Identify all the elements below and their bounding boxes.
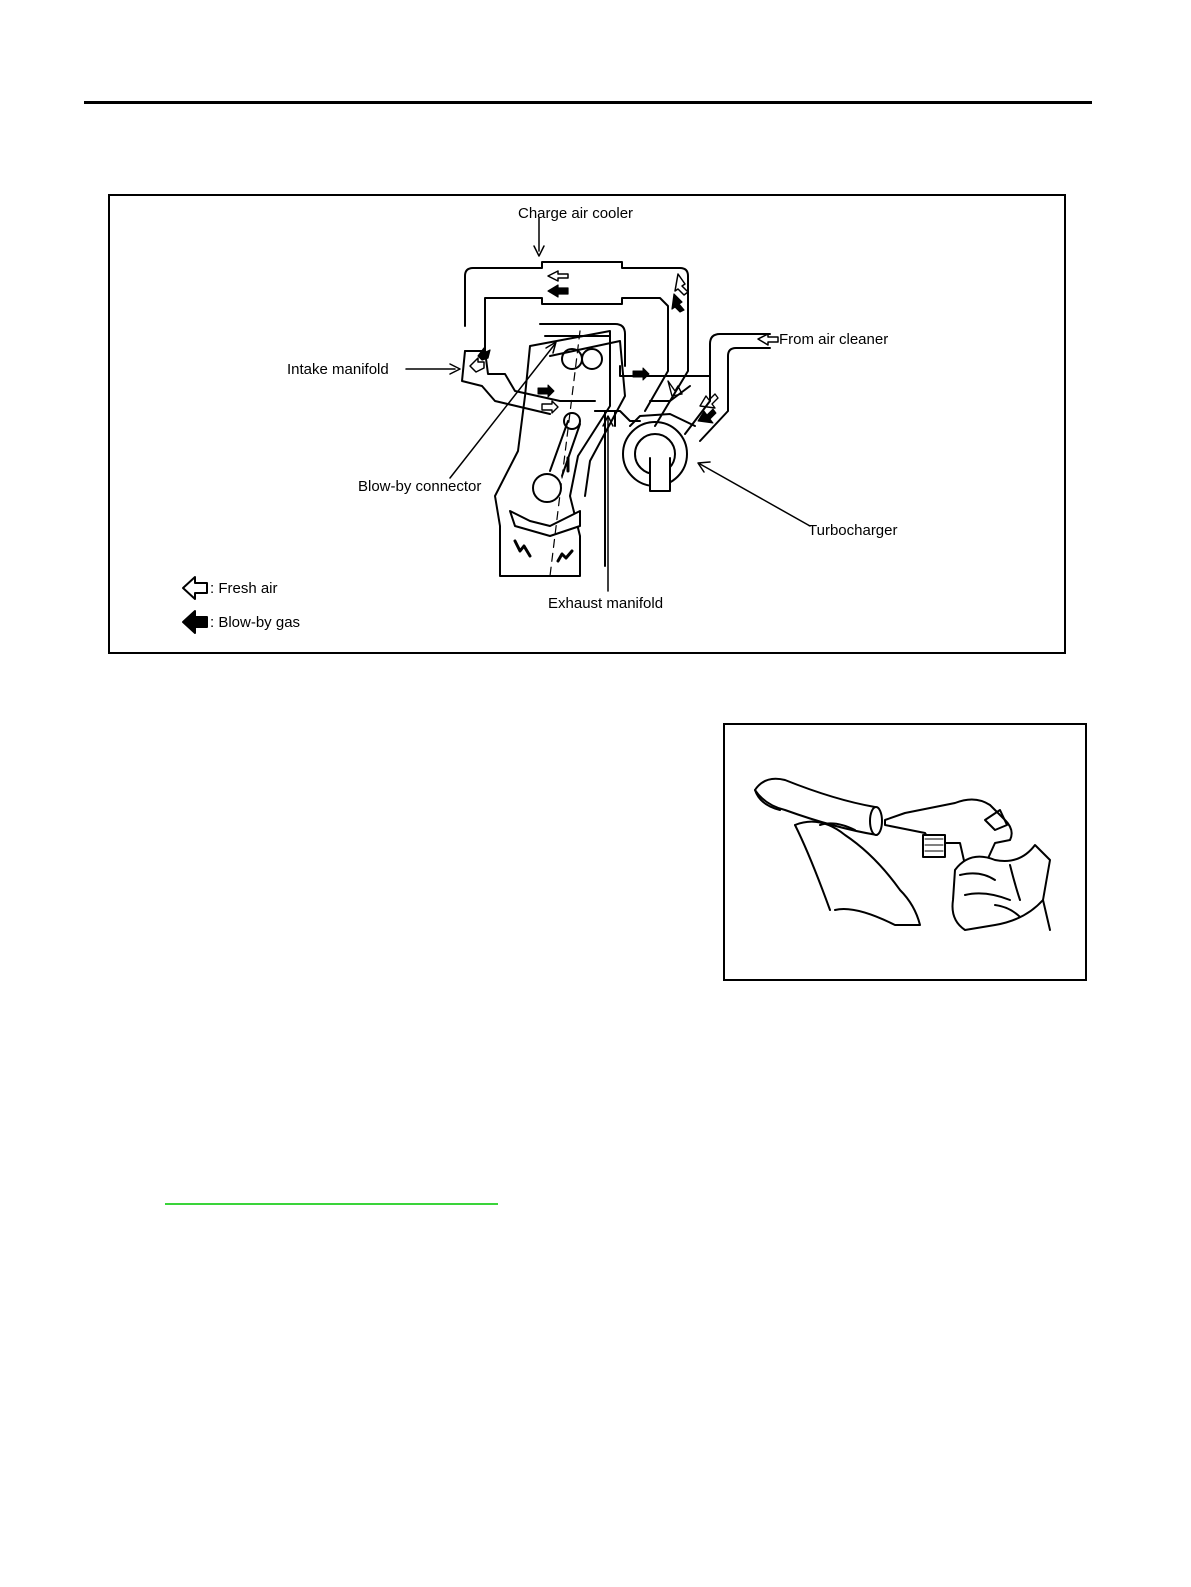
legend-fresh-air-label: : Fresh air (210, 580, 278, 597)
charge-air-cooler-label: Charge air cooler (518, 205, 634, 222)
legend-fresh-air-arrow (183, 577, 207, 599)
link-underline[interactable] (165, 1203, 498, 1205)
exhaust-manifold-label: Exhaust manifold (548, 595, 664, 612)
crankshaft (533, 474, 561, 502)
cooler-inner-pipe (485, 298, 668, 411)
top-rule (84, 101, 1092, 104)
from-air-cleaner-label: From air cleaner (779, 331, 889, 348)
pcv-flow-diagram (108, 194, 1066, 654)
blow-by-arrow-cooler (548, 285, 568, 297)
camshaft-right (582, 349, 602, 369)
fresh-air-arrow-cooler (548, 271, 568, 281)
leader-turbocharger (700, 464, 810, 526)
blow-by-connector-label: Blow-by connector (358, 478, 482, 495)
hose-cleaning-illustration (723, 723, 1087, 981)
left-hand-icon (795, 822, 920, 925)
turbocharger-label: Turbocharger (808, 522, 898, 539)
air-gun-icon (885, 799, 1012, 865)
hose-illustration-artwork (725, 725, 1089, 983)
legend-blow-by-gas-label: : Blow-by gas (210, 614, 301, 631)
legend-blow-by-arrow (183, 611, 207, 633)
engine-block (495, 331, 610, 576)
fresh-air-arrow-inlet (758, 334, 778, 345)
intake-manifold-label: Intake manifold (287, 361, 389, 378)
